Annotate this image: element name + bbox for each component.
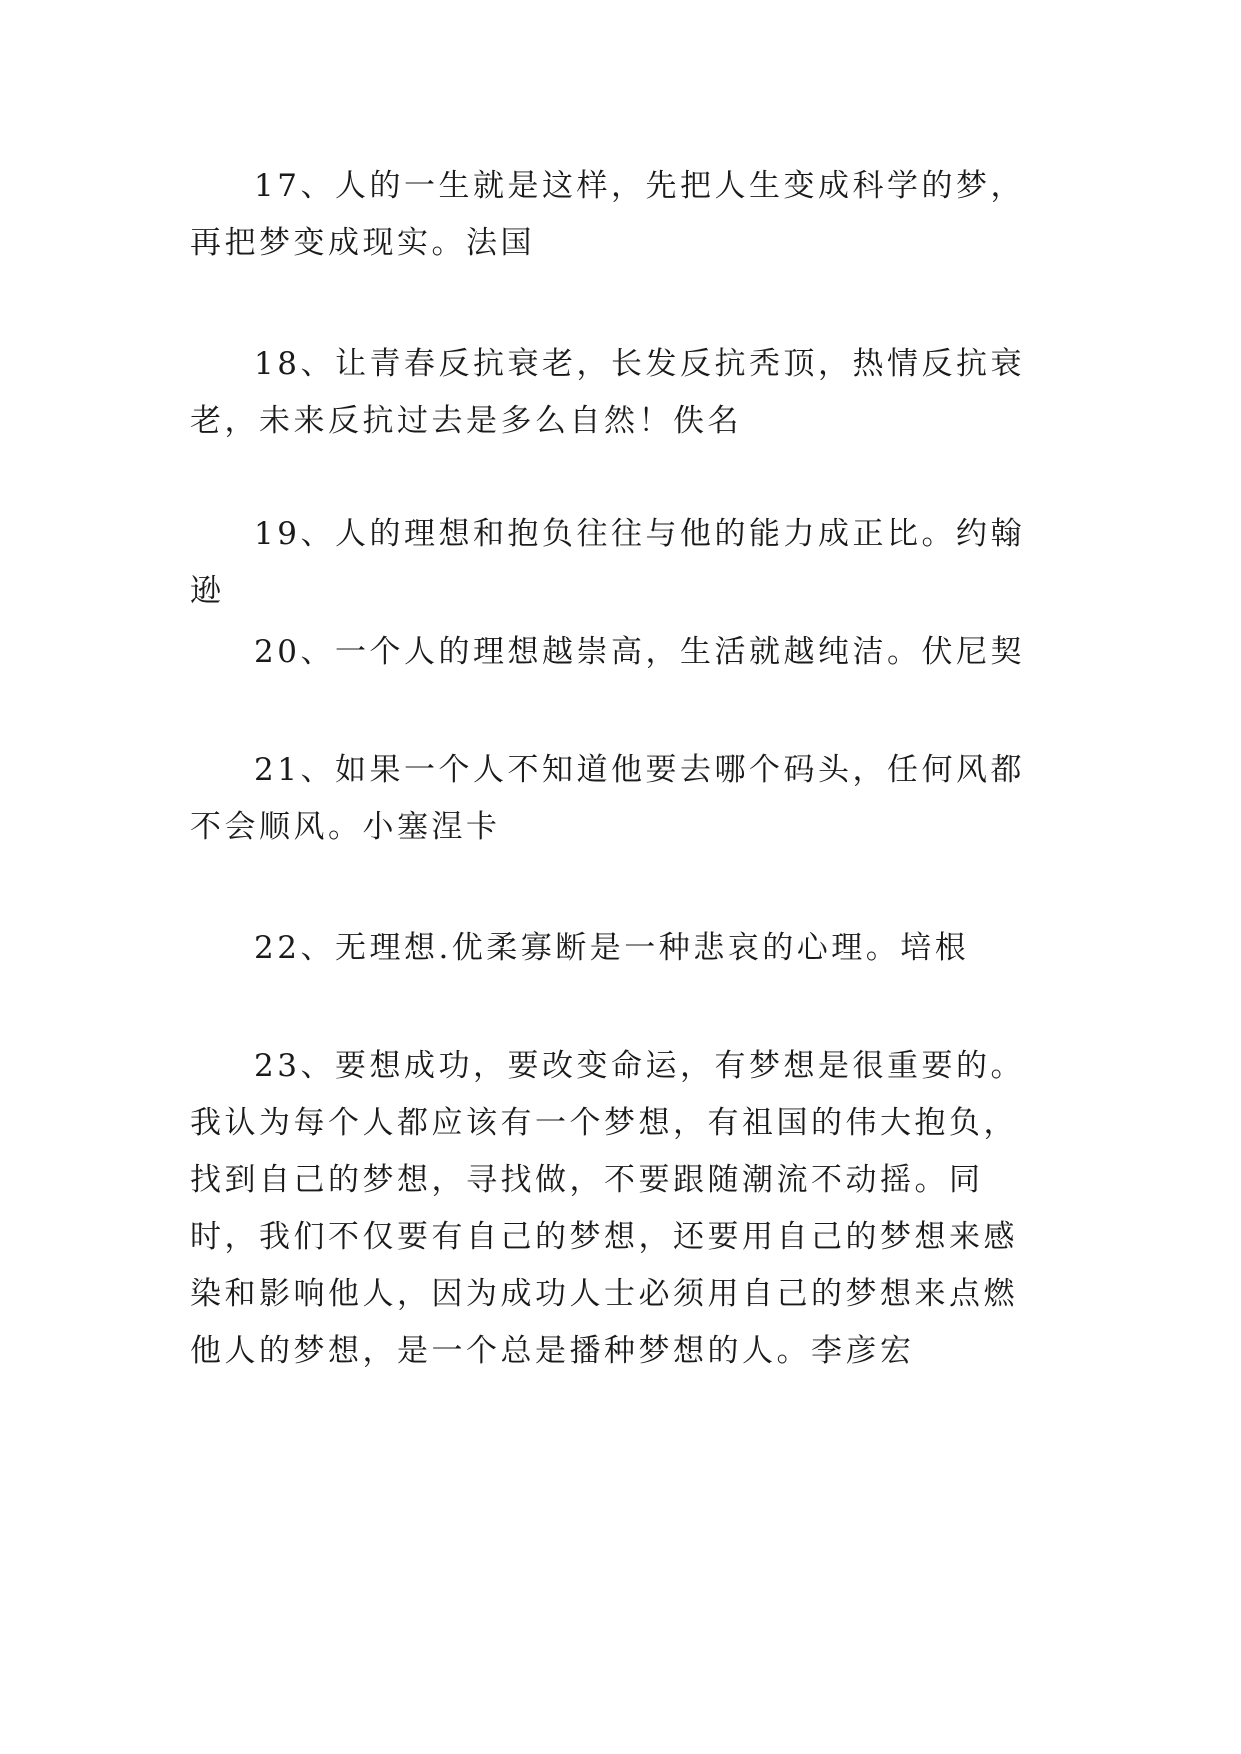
quote-paragraph-17: 17、人的一生就是这样，先把人生变成科学的梦，再把梦变成现实。法国 (190, 168, 1025, 261)
quote-paragraph-21: 21、如果一个人不知道他要去哪个码头，任何风都不会顺风。小塞涅卡 (190, 752, 1025, 845)
quote-paragraph-22: 22、无理想.优柔寡断是一种悲哀的心理。培根 (254, 930, 970, 966)
quote-paragraph-23: 23、要想成功，要改变命运，有梦想是很重要的。我认为每个人都应该有一个梦想，有祖国的伟大抱负，找到自己的梦想，寻找做，不要跟随潮流不动摇。同时，我们不仅要有自己的梦想，还要用自己的梦想来感染和影响他人，因为成功人士必须用自己的梦想来点燃他人的梦想，是一个总是播种梦想的人。李彦宏 (190, 1048, 1025, 1369)
quote-paragraph-19: 19、人的理想和抱负往往与他的能力成正比。约翰逊 (190, 516, 1025, 609)
quote-paragraph-20: 20、一个人的理想越崇高，生活就越纯洁。伏尼契 (254, 634, 1025, 670)
quote-paragraph-18: 18、让青春反抗衰老，长发反抗秃顶，热情反抗衰老，未来反抗过去是多么自然！佚名 (190, 346, 1025, 439)
